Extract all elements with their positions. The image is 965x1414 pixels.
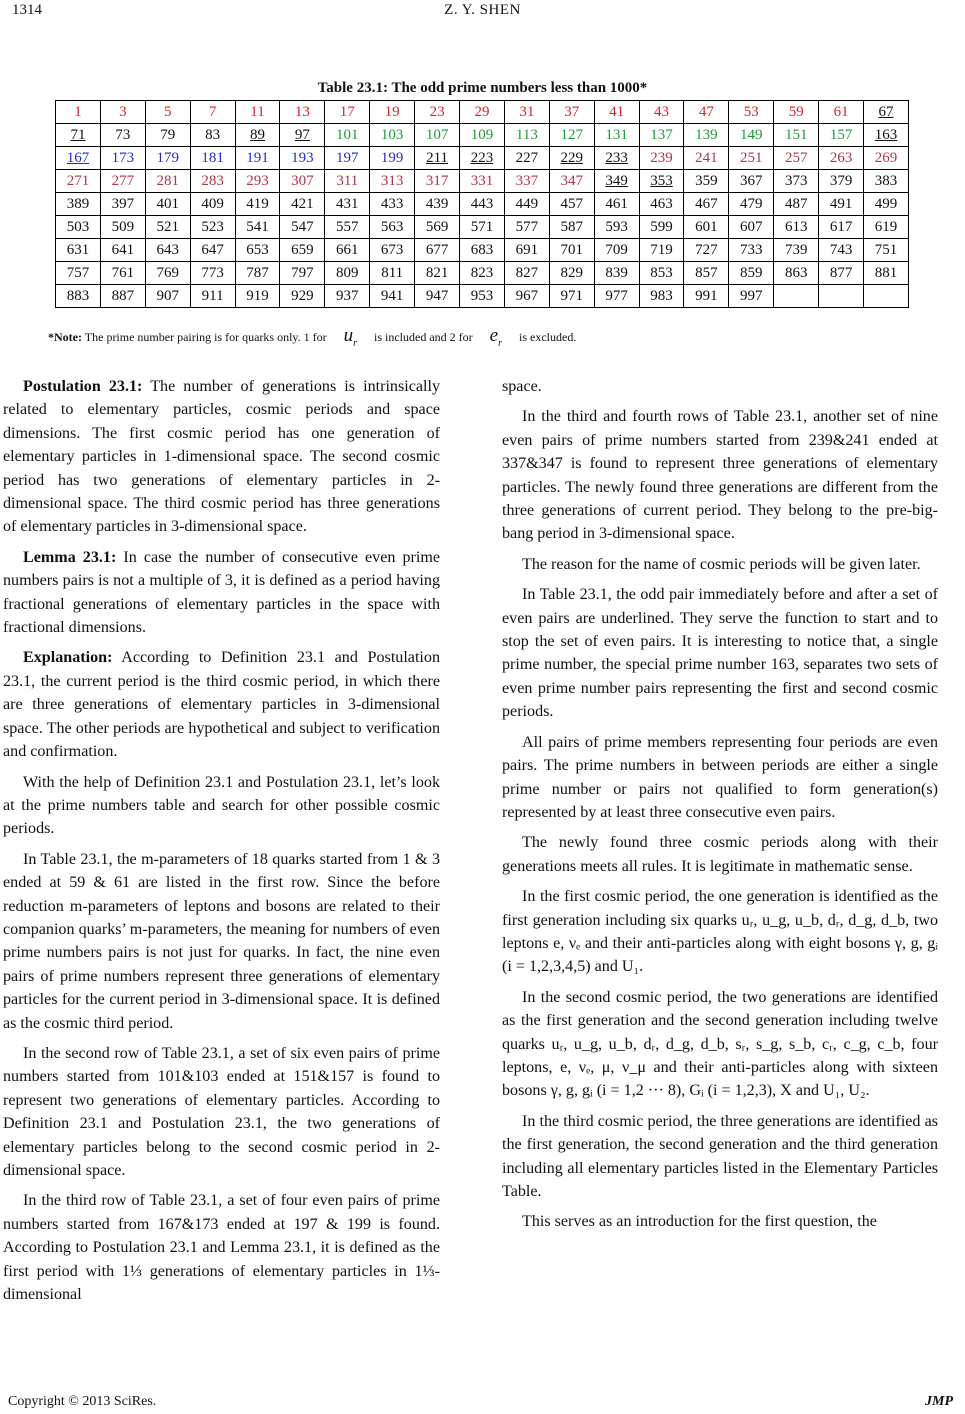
table-cell: 263: [819, 147, 864, 170]
table-cell: 859: [729, 262, 774, 285]
table-cell: 991: [684, 285, 729, 308]
table-cell: 71: [56, 124, 101, 147]
page-number: 1314: [12, 2, 42, 18]
table-cell: 479: [729, 193, 774, 216]
table-cell: 31: [504, 101, 549, 124]
table-cell: 919: [235, 285, 280, 308]
table-cell: 283: [190, 170, 235, 193]
table-cell: 83: [190, 124, 235, 147]
paragraph-text: The newly found three cosmic periods along with their generations meets all rules. It is legitimate in mathematic sense.: [502, 834, 938, 875]
table-cell: 73: [100, 124, 145, 147]
table-cell: 857: [684, 262, 729, 285]
table-cell: 211: [415, 147, 460, 170]
table-cell: 271: [56, 170, 101, 193]
table-cell: 79: [145, 124, 190, 147]
paragraph: [502, 831, 938, 878]
journal-abbrev: JMP: [925, 1394, 953, 1409]
paragraph-text: In the third and fourth rows of Table 23.1, another set of nine even pairs of prime numbers started from 239&241 ended at 337&347 is found to represent three generations of elementary particles. The newly found three generations are different from the three generations of current period. They belong to the pre-big-bang period in 3-dimensional space.: [502, 408, 938, 543]
table-row: [56, 216, 909, 239]
table-caption: Table 23.1: The odd prime numbers less than 1000*: [317, 80, 648, 96]
table-cell: 37: [549, 101, 594, 124]
table-cell: 367: [729, 170, 774, 193]
table-cell: 673: [370, 239, 415, 262]
table-cell: 173: [100, 147, 145, 170]
table-cell: 967: [504, 285, 549, 308]
table-cell: 3: [100, 101, 145, 124]
paragraph: [3, 1189, 440, 1306]
table-row: [56, 285, 909, 308]
note-text-1: The prime number pairing is for quarks only. 1 for: [84, 330, 327, 344]
paragraph-text: The number of generations is intrinsically related to elementary particles, cosmic periods and space dimensions. The first cosmic period has one generation of elementary particles in 1-dimensional space. The second cosmic period has two generations of elementary particles in 2-dimensional space. The third cosmic period has three generations of elementary particles in 3-dimensional space.: [3, 378, 440, 536]
table-cell: 157: [819, 124, 864, 147]
table-row: [56, 124, 909, 147]
table-cell: 577: [504, 216, 549, 239]
note-text-3: is excluded.: [519, 330, 577, 344]
table-cell: 191: [235, 147, 280, 170]
table-cell: 197: [325, 147, 370, 170]
table-row: [56, 147, 909, 170]
table-cell: 181: [190, 147, 235, 170]
paragraph-lead: Lemma 23.1:: [23, 548, 117, 566]
table-cell: 503: [56, 216, 101, 239]
table-cell: 397: [100, 193, 145, 216]
table-cell: 701: [549, 239, 594, 262]
table-cell: 409: [190, 193, 235, 216]
table-cell: 547: [280, 216, 325, 239]
prime-table: [55, 100, 909, 308]
paragraph-lead: Postulation 23.1:: [23, 378, 143, 395]
table-cell: 523: [190, 216, 235, 239]
table-cell: 229: [549, 147, 594, 170]
table-cell: 151: [774, 124, 819, 147]
table-cell: 149: [729, 124, 774, 147]
table-cell: 563: [370, 216, 415, 239]
table-cell: 761: [100, 262, 145, 285]
table-cell: 769: [145, 262, 190, 285]
table-cell: 997: [729, 285, 774, 308]
table-cell: 863: [774, 262, 819, 285]
paragraph-text: With the help of Definition 23.1 and Postulation 23.1, let’s look at the prime numbers table and search for other possible cosmic periods.: [3, 773, 440, 838]
paragraph-text: In Table 23.1, the odd pair immediately before and after a set of even pairs are underlined. They serve the function to start and to stop the set of even pairs. It is interesting to notice that, a single prime number, the special prime number 163, separates two sets of even prime number pairs representing the first and second cosmic periods.: [502, 586, 938, 721]
table-cell: 439: [415, 193, 460, 216]
table-cell: 67: [864, 101, 909, 124]
table-cell: 419: [235, 193, 280, 216]
table-cell: 929: [280, 285, 325, 308]
paragraph: [502, 553, 938, 576]
table-cell: 937: [325, 285, 370, 308]
table-cell: 983: [639, 285, 684, 308]
table-cell: 709: [594, 239, 639, 262]
table-cell: 107: [415, 124, 460, 147]
table-cell: 137: [639, 124, 684, 147]
table-cell: 17: [325, 101, 370, 124]
paragraph-text: In the second cosmic period, the two generations are identified as the first generation and the second generation including twelve quarks uᵣ, u_g, u_b, dᵣ, d_g, d_b, sᵣ, s_g, s_b, cᵣ, c_g, c_b, four leptons, e, νₑ, μ, ν_μ and their anti-particles along with sixteen bosons γ, g, gᵢ (i = 1,2 ··· 8), Gᵢ (i = 1,2,3), X and U₁, U₂.: [502, 988, 938, 1100]
paragraph-text: In the second row of Table 23.1, a set of six even pairs of prime numbers started from 101&103 ended at 151&157 is found to represent two generations of elementary particles. According to Definition 23.1 and Postulation 23.1, the two generations of elementary particles belong to the second cosmic period in 2-dimensional space.: [3, 1044, 440, 1179]
table-cell: 977: [594, 285, 639, 308]
paragraph: [3, 646, 440, 763]
paragraph: [3, 546, 440, 640]
paragraph-text: This serves as an introduction for the first question, the: [522, 1213, 877, 1231]
table-cell: 97: [280, 124, 325, 147]
table-cell: 823: [460, 262, 505, 285]
table-cell: 433: [370, 193, 415, 216]
table-cell: 811: [370, 262, 415, 285]
paragraph-text: In the third cosmic period, the three generations are identified as the first generation, the second generation and the third generation including all elementary particles listed in the Elementary Particles Table.: [502, 1112, 938, 1200]
table-cell: 199: [370, 147, 415, 170]
table-cell: 337: [504, 170, 549, 193]
table-cell: 877: [819, 262, 864, 285]
table-cell: 641: [100, 239, 145, 262]
table-cell: 43: [639, 101, 684, 124]
table-cell: 601: [684, 216, 729, 239]
paragraph-text: In case the number of consecutive even prime numbers pairs is not a multiple of 3, it is defined as a period having fractional generations of elementary particles in the space with fractional dimensions.: [3, 548, 440, 637]
paragraph: [502, 1210, 938, 1233]
paragraph: [3, 375, 440, 539]
table-cell: 643: [145, 239, 190, 262]
table-cell: 331: [460, 170, 505, 193]
table-cell: 19: [370, 101, 415, 124]
table-cell: 241: [684, 147, 729, 170]
table-cell: 719: [639, 239, 684, 262]
table-cell: 509: [100, 216, 145, 239]
table-cell: 727: [684, 239, 729, 262]
table-cell: 277: [100, 170, 145, 193]
table-cell: 853: [639, 262, 684, 285]
table-cell: 631: [56, 239, 101, 262]
paragraph: [502, 731, 938, 825]
table-cell: 89: [235, 124, 280, 147]
table-cell: 661: [325, 239, 370, 262]
table-cell: 359: [684, 170, 729, 193]
table-cell: 239: [639, 147, 684, 170]
table-cell: 383: [864, 170, 909, 193]
note-label: *Note:: [48, 330, 82, 344]
table-cell: 389: [56, 193, 101, 216]
table-cell: 307: [280, 170, 325, 193]
table-cell: 599: [639, 216, 684, 239]
paragraph: [502, 375, 938, 398]
prime-table-container: [55, 100, 909, 308]
table-cell: 401: [145, 193, 190, 216]
table-cell: 499: [864, 193, 909, 216]
table-cell: 223: [460, 147, 505, 170]
paragraph: [502, 583, 938, 723]
table-row: [56, 170, 909, 193]
table-cell: 313: [370, 170, 415, 193]
table-row: [56, 239, 909, 262]
table-cell: [774, 285, 819, 308]
table-cell: 281: [145, 170, 190, 193]
running-author: Z. Y. SHEN: [444, 2, 521, 18]
table-cell: 61: [819, 101, 864, 124]
table-cell: 773: [190, 262, 235, 285]
table-cell: 457: [549, 193, 594, 216]
table-cell: 193: [280, 147, 325, 170]
table-cell: 809: [325, 262, 370, 285]
paragraph-text: According to Definition 23.1 and Postulation 23.1, the current period is the third cosmic period, in which there are three generations of elementary particles in 3-dimensional space. The other periods are hypothetical and subject to verification and confirmation.: [3, 649, 440, 761]
table-cell: 887: [100, 285, 145, 308]
table-cell: 7: [190, 101, 235, 124]
table-cell: 293: [235, 170, 280, 193]
table-cell: 691: [504, 239, 549, 262]
table-cell: 103: [370, 124, 415, 147]
paragraph-text: In Table 23.1, the m-parameters of 18 quarks started from 1 & 3 ended at 59 & 61 are listed in the first row. Since the before reduction m-parameters of leptons and bosons are related to their companion quarks’ m-parameters, the meaning for numbers of even prime numbers pairs is not just for quarks. In fact, the nine even pairs of prime numbers represent three generations of elementary particles for the current period in 3-dimensional space. It is defined as the cosmic third period.: [3, 850, 440, 1032]
table-cell: 659: [280, 239, 325, 262]
table-cell: 139: [684, 124, 729, 147]
table-cell: 613: [774, 216, 819, 239]
table-cell: 677: [415, 239, 460, 262]
table-cell: 541: [235, 216, 280, 239]
table-cell: 647: [190, 239, 235, 262]
table-cell: 883: [56, 285, 101, 308]
table-cell: 757: [56, 262, 101, 285]
table-cell: 179: [145, 147, 190, 170]
table-cell: [819, 285, 864, 308]
table-cell: 593: [594, 216, 639, 239]
table-cell: 257: [774, 147, 819, 170]
table-cell: 23: [415, 101, 460, 124]
table-cell: 971: [549, 285, 594, 308]
table-cell: 431: [325, 193, 370, 216]
table-cell: 269: [864, 147, 909, 170]
paragraph: [502, 1110, 938, 1204]
table-cell: 227: [504, 147, 549, 170]
table-cell: 607: [729, 216, 774, 239]
left-text-column: [3, 375, 440, 1313]
paragraph-lead: Explanation:: [23, 649, 113, 667]
table-cell: [864, 285, 909, 308]
table-cell: 653: [235, 239, 280, 262]
paragraph-text: space.: [502, 378, 542, 395]
paragraph-text: In the third row of Table 23.1, a set of four even pairs of prime numbers started from 167&173 ended at 197 & 199 is found. According to Postulation 23.1 and Lemma 23.1, it is defined as the first period with 1⅓ generations of elementary particles in 1⅓-dimensional: [3, 1192, 440, 1304]
paragraph-text: All pairs of prime members representing four periods are even pairs. The prime numbers in between periods are either a single prime number or pairs not qualified to form generation(s) represented by at least three consecutive even pairs.: [502, 733, 938, 821]
table-cell: 461: [594, 193, 639, 216]
table-cell: 907: [145, 285, 190, 308]
copyright-notice: Copyright © 2013 SciRes.: [8, 1394, 157, 1409]
note-text-2: is included and 2 for: [374, 330, 473, 344]
table-cell: 113: [504, 124, 549, 147]
note-symbol-u: $u_r$: [343, 325, 358, 349]
table-cell: 233: [594, 147, 639, 170]
table-cell: 251: [729, 147, 774, 170]
table-cell: 587: [549, 216, 594, 239]
table-cell: 13: [280, 101, 325, 124]
table-cell: 5: [145, 101, 190, 124]
paragraph-text: The reason for the name of cosmic periods will be given later.: [522, 555, 921, 573]
table-cell: 421: [280, 193, 325, 216]
table-cell: 379: [819, 170, 864, 193]
table-cell: 739: [774, 239, 819, 262]
table-cell: 569: [415, 216, 460, 239]
table-cell: 751: [864, 239, 909, 262]
note-symbol-e: $e_r$: [489, 325, 503, 349]
table-cell: 47: [684, 101, 729, 124]
table-cell: 163: [864, 124, 909, 147]
paragraph: [502, 405, 938, 545]
table-cell: 947: [415, 285, 460, 308]
table-cell: 463: [639, 193, 684, 216]
table-cell: 491: [819, 193, 864, 216]
table-cell: 59: [774, 101, 819, 124]
table-cell: 127: [549, 124, 594, 147]
table-cell: 827: [504, 262, 549, 285]
table-row: [56, 262, 909, 285]
paragraph: [3, 1042, 440, 1182]
table-cell: 101: [325, 124, 370, 147]
table-cell: 109: [460, 124, 505, 147]
table-cell: 1: [56, 101, 101, 124]
table-cell: 29: [460, 101, 505, 124]
table-cell: 349: [594, 170, 639, 193]
table-cell: 881: [864, 262, 909, 285]
table-cell: 829: [549, 262, 594, 285]
table-row: [56, 193, 909, 216]
table-cell: 787: [235, 262, 280, 285]
paragraph: [502, 986, 938, 1103]
paragraph: [3, 848, 440, 1035]
table-cell: 167: [56, 147, 101, 170]
table-cell: 131: [594, 124, 639, 147]
table-row: [56, 101, 909, 124]
table-cell: 821: [415, 262, 460, 285]
table-cell: 743: [819, 239, 864, 262]
table-cell: 733: [729, 239, 774, 262]
table-cell: 619: [864, 216, 909, 239]
table-cell: 467: [684, 193, 729, 216]
table-cell: 11: [235, 101, 280, 124]
paragraph-text: In the first cosmic period, the one generation is identified as the first generation including six quarks uᵣ, u_g, u_b, dᵣ, d_g, d_b, two leptons e, νₑ and their anti-particles along with eight bosons γ, g, gᵢ (i = 1,2,3,4,5) and U₁.: [502, 888, 938, 976]
paragraph: [502, 885, 938, 979]
table-cell: 941: [370, 285, 415, 308]
table-cell: 317: [415, 170, 460, 193]
table-cell: 839: [594, 262, 639, 285]
page-header: [0, 0, 965, 24]
table-cell: 617: [819, 216, 864, 239]
table-cell: 797: [280, 262, 325, 285]
table-cell: 443: [460, 193, 505, 216]
table-cell: 53: [729, 101, 774, 124]
table-cell: 353: [639, 170, 684, 193]
table-cell: 911: [190, 285, 235, 308]
table-cell: 683: [460, 239, 505, 262]
table-cell: 373: [774, 170, 819, 193]
right-text-column: [502, 375, 938, 1241]
table-cell: 487: [774, 193, 819, 216]
table-cell: 311: [325, 170, 370, 193]
table-note: [48, 325, 928, 349]
paragraph: [3, 771, 440, 841]
table-cell: 557: [325, 216, 370, 239]
table-cell: 571: [460, 216, 505, 239]
table-cell: 41: [594, 101, 639, 124]
table-cell: 449: [504, 193, 549, 216]
table-cell: 521: [145, 216, 190, 239]
table-cell: 953: [460, 285, 505, 308]
table-cell: 347: [549, 170, 594, 193]
